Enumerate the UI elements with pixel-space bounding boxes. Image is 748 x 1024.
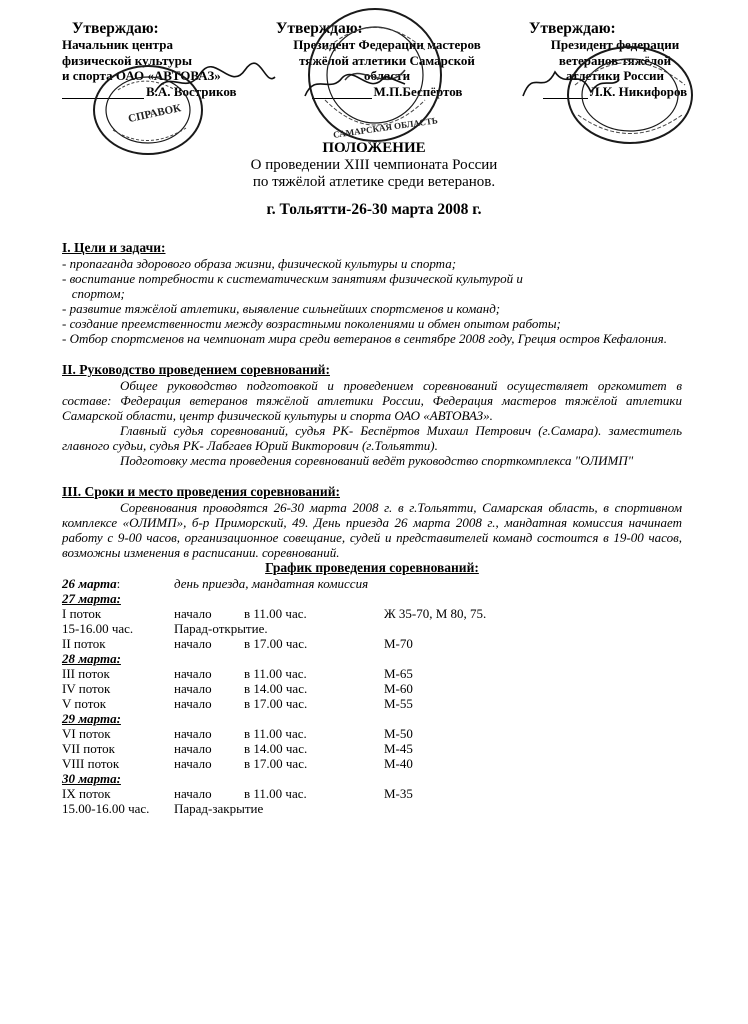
time-cell: в 11.00 час. xyxy=(244,606,307,621)
approval-line: Начальник центра xyxy=(62,37,173,52)
time-cell: в 17.00 час. xyxy=(244,696,308,711)
list-item: - пропаганда здорового образа жизни, физической культуры и спорта; xyxy=(62,256,457,271)
stream-cell: VI поток xyxy=(62,726,111,741)
start-cell: начало xyxy=(174,606,212,621)
document-body xyxy=(62,240,682,816)
approval-line: области xyxy=(363,68,411,83)
start-cell: начало xyxy=(174,636,212,651)
stream-cell: V поток xyxy=(62,696,107,711)
schedule-row xyxy=(62,606,682,621)
start-cell: начало xyxy=(174,681,212,696)
stream-cell: IX поток xyxy=(62,786,111,801)
approval-line: Президент Федерации мастеров xyxy=(293,37,481,52)
schedule-row xyxy=(62,801,682,816)
schedule-row xyxy=(62,621,682,636)
category-cell: М-60 xyxy=(384,681,413,696)
time-cell: в 11.00 час. xyxy=(244,726,307,741)
schedule-row xyxy=(62,636,682,651)
approval-line: атлетики России xyxy=(565,68,665,83)
time-cell: в 11.00 час. xyxy=(244,786,307,801)
signer-name: Л.К. Никифоров xyxy=(589,83,688,99)
approval-line: ветеранов тяжёлой xyxy=(558,52,672,68)
list-item: - развитие тяжёлой атлетики, выявление сильнейших спортсменов и команд; xyxy=(62,301,501,316)
stream-cell: IV поток xyxy=(62,681,111,696)
list-item: - Отбор спортсменов на чемпионат мира среди ветеранов в сентябре 2008 году, Греция остров Кефалония. xyxy=(62,331,667,346)
signature-scribble-right-icon xyxy=(515,62,625,104)
approval-line: Президент федерации xyxy=(550,37,680,52)
paragraph: Соревнования проводятся 26-30 марта 2008 г. в г.Тольятти, Самарская область, в спортивном комплексе «ОЛИМП», б-р Приморский, 49. День приезда 26 марта 2008 г., мандатная комиссия начинает работу с 9-00 часов, организационное совещание, судей и представителей команд состоится в 19-00 часов, возможны изменения в расписании. соревнований. xyxy=(62,500,682,560)
section-heading: I. Цели и задачи: xyxy=(62,240,166,255)
stream-cell: I поток xyxy=(62,606,102,621)
schedule-text: день приезда, мандатная комиссия xyxy=(174,576,369,591)
paragraph: Главный судья соревнований, судья РК- Беспёртов Михаил Петрович (г.Самара). заместитель главного судьи, судья РК- Лабгаев Юрий Викторович (г.Тольятти). xyxy=(62,423,682,453)
section-heading: III. Сроки и место проведения соревнований: xyxy=(62,484,340,499)
schedule-row xyxy=(62,576,682,591)
day-label: 30 марта: xyxy=(62,771,121,786)
approval-title: Утверждаю: xyxy=(276,20,363,37)
schedule-days xyxy=(62,591,682,816)
start-cell: начало xyxy=(174,756,212,771)
stamp-left-text: СПРАВОК xyxy=(127,102,183,126)
stream-cell: VIII поток xyxy=(62,756,120,771)
start-cell: Парад-закрытие xyxy=(174,801,264,816)
document-heading xyxy=(0,140,748,219)
start-cell: начало xyxy=(174,726,212,741)
day-colon: : xyxy=(116,576,121,591)
document-subtitle: О проведении XIII чемпионата России xyxy=(250,157,498,173)
start-cell: начало xyxy=(174,666,212,681)
approval-line: и спорта ОАО «АВТОВАЗ» xyxy=(62,68,221,83)
day-label: 27 марта: xyxy=(62,591,121,606)
start-cell: начало xyxy=(174,741,212,756)
schedule-title: График проведения соревнований: xyxy=(265,560,479,575)
signature-scribble-middle-icon xyxy=(300,64,410,104)
time-cell: в 17.00 час. xyxy=(244,756,308,771)
signature-scribble-left-icon xyxy=(150,62,280,102)
stream-cell: II поток xyxy=(62,636,106,651)
time-cell: в 17.00 час. xyxy=(244,636,308,651)
category-cell: Ж 35-70, М 80, 75. xyxy=(384,606,487,621)
signer-name: В.А. Востриков xyxy=(146,83,237,99)
category-cell: М-55 xyxy=(384,696,413,711)
category-cell: М-45 xyxy=(384,741,413,756)
category-cell: М-65 xyxy=(384,666,413,681)
signer-name: М.П.Беспёртов xyxy=(373,83,463,99)
approval-line: тяжёлой атлетики Самарской xyxy=(299,52,475,68)
category-cell: М-35 xyxy=(384,786,413,801)
document-title: ПОЛОЖЕНИЕ xyxy=(322,140,426,156)
schedule-row xyxy=(62,741,682,756)
day-label: 29 марта: xyxy=(62,711,121,726)
start-cell: начало xyxy=(174,786,212,801)
approval-title: Утверждаю: xyxy=(529,20,616,37)
schedule-row xyxy=(62,756,682,771)
stream-cell: III поток xyxy=(62,666,110,681)
schedule-row xyxy=(62,696,682,711)
category-cell: М-70 xyxy=(384,636,413,651)
paragraph: Общее руководство подготовкой и проведением соревнований осуществляет оргкомитет в составе: Федерация ветеранов тяжёлой атлетики России, Федерация мастеров тяжёлой атлетики Самарской области, центр физической культуры и спорта ОАО «АВТОВАЗ». xyxy=(62,378,682,423)
stream-cell: 15.00-16.00 час. xyxy=(62,801,150,816)
time-cell: в 11.00 час. xyxy=(244,666,307,681)
stream-cell: VII поток xyxy=(62,741,115,756)
schedule-row xyxy=(62,666,682,681)
category-cell: М-40 xyxy=(384,756,413,771)
document-subtitle: по тяжёлой атлетике среди ветеранов. xyxy=(252,174,496,190)
approval-line: физической культуры xyxy=(62,52,193,68)
day-label: 28 марта: xyxy=(62,651,121,666)
list-item: - создание преемственности между возрастными поколениями и обмен опытом работы; xyxy=(62,316,561,331)
time-cell: в 14.00 час. xyxy=(244,681,308,696)
stream-cell: 15-16.00 час. xyxy=(62,621,134,636)
day-label: 26 марта xyxy=(62,576,117,591)
schedule-row xyxy=(62,786,682,801)
time-cell: в 14.00 час. xyxy=(244,741,308,756)
category-cell: М-50 xyxy=(384,726,413,741)
start-cell: начало xyxy=(174,696,212,711)
list-item: - воспитание потребности к систематическим занятиям физической культурой и xyxy=(62,271,523,286)
list-item: спортом; xyxy=(62,286,125,301)
start-cell: Парад-открытие. xyxy=(174,621,268,636)
approval-title: Утверждаю: xyxy=(72,20,159,37)
stamp-middle-text: САМАРСКАЯ ОБЛАСТЬ xyxy=(332,115,439,140)
paragraph: Подготовку места проведения соревнований ведёт руководство спорткомплекса "ОЛИМП" xyxy=(120,453,634,468)
schedule-row xyxy=(62,681,682,696)
document-place-date: г. Тольятти-26-30 марта 2008 г. xyxy=(266,201,482,218)
schedule-row xyxy=(62,726,682,741)
section-heading: II. Руководство проведением соревнований: xyxy=(62,362,330,377)
